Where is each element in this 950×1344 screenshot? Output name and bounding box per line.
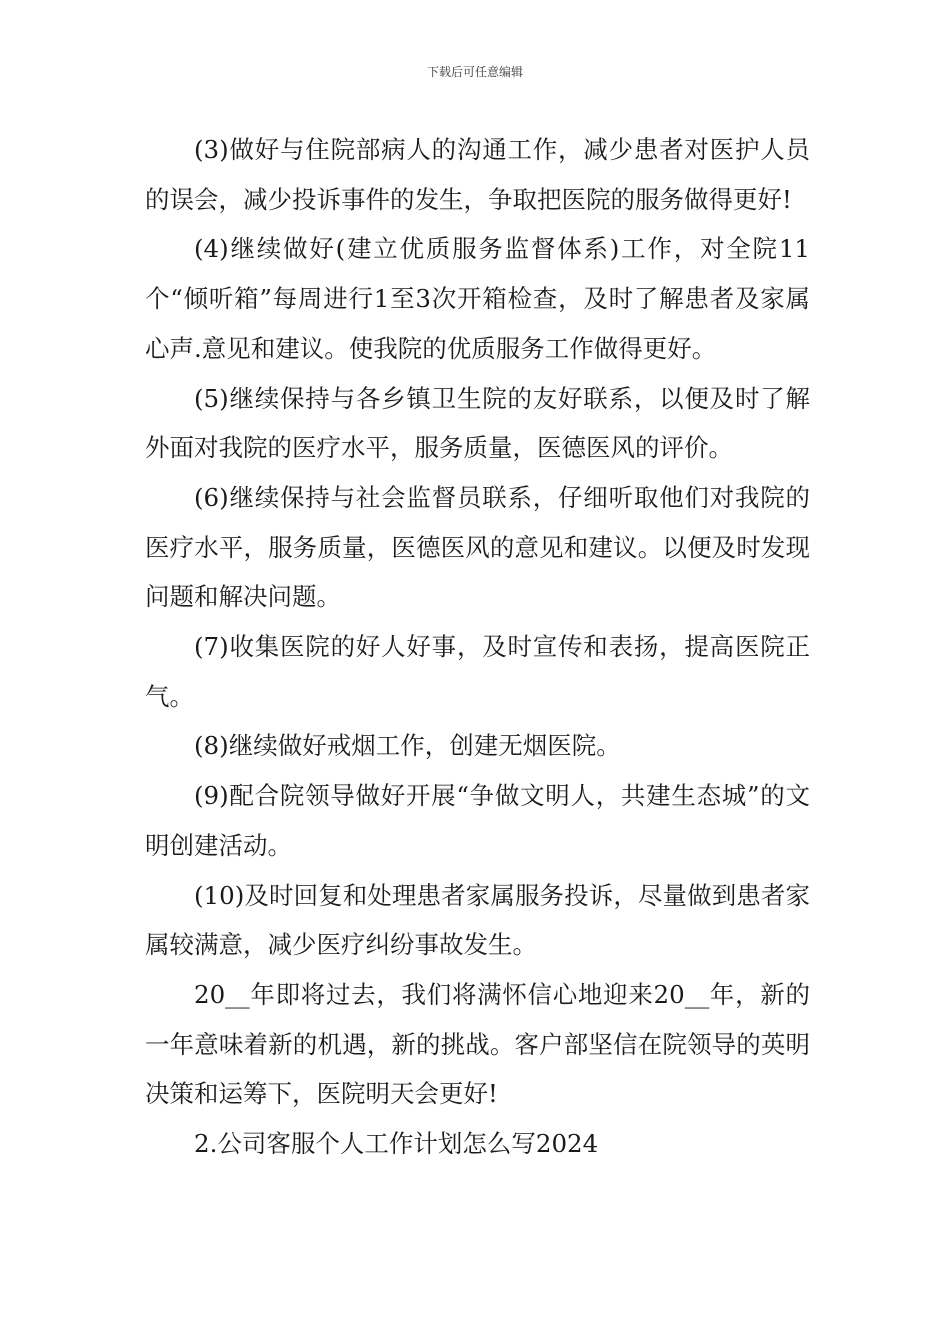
document-body [145,125,810,1169]
paragraph-item-5: (5)继续保持与各乡镇卫生院的友好联系，以便及时了解外面对我院的医疗水平，服务质量，医德医风的评价。 [145,383,810,463]
paragraph-item-7: (7)收集医院的好人好事，及时宣传和表扬，提高医院正气。 [145,632,810,711]
closing-paragraph: 20__年即将过去，我们将满怀信心地迎来20__年，新的一年意味着新的机遇，新的挑战。客户部坚信在院领导的英明决策和运筹下，医院明天会更好! [145,979,810,1109]
section-heading: 2.公司客服个人工作计划怎么写2024 [194,1129,599,1159]
paragraph-item-6: (6)继续保持与社会监督员联系，仔细听取他们对我院的医疗水平，服务质量，医德医风的意见和建议。以便及时发现问题和解决问题。 [145,482,810,612]
page-header: 下载后可任意编辑 [426,65,523,79]
paragraph-item-9: (9)配合院领导做好开展“争做文明人，共建生态城”的文明创建活动。 [145,781,810,860]
paragraph-item-10: (10)及时回复和处理患者家属服务投诉，尽量做到患者家属较满意，减少医疗纠纷事故发生。 [145,880,810,960]
paragraph-item-4: (4)继续做好(建立优质服务监督体系)工作，对全院11个“倾听箱”每周进行1至3次开箱检查，及时了解患者及家属心声.意见和建议。使我院的优质服务工作做得更好。 [145,234,810,363]
paragraph-item-3: (3)做好与住院部病人的沟通工作，减少患者对医护人员的误会，减少投诉事件的发生，争取把医院的服务做得更好! [145,135,810,214]
paragraph-item-8: (8)继续做好戒烟工作，创建无烟医院。 [194,731,621,761]
